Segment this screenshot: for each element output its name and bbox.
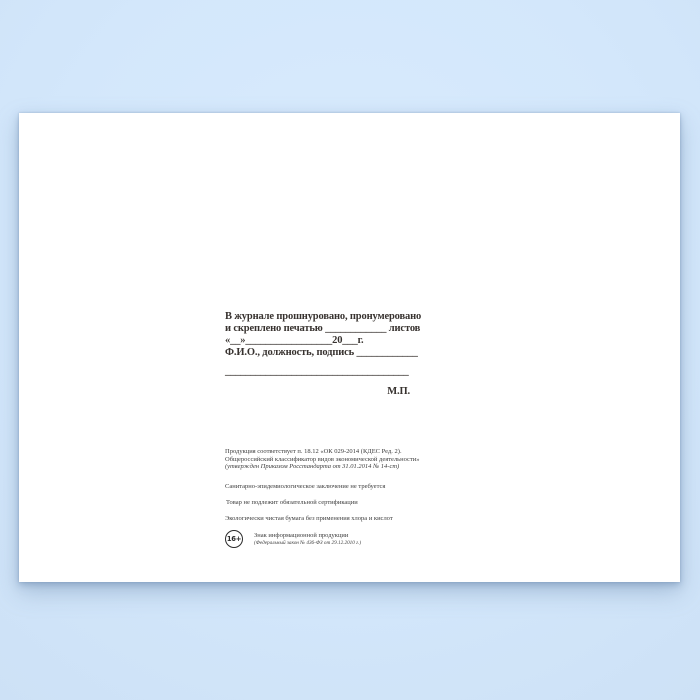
eco-paper-note: Экологически чистая бумага без применения хлора и кислот — [225, 515, 393, 522]
journal-back-cover-sheet — [19, 113, 680, 582]
okved-note-line2: Общероссийский классификатор видов экономической деятельности» — [225, 455, 420, 463]
okved-note-approval: (утвержден Приказом Росстандарта от 31.01.2014 № 14-ст) — [225, 463, 400, 470]
age-16-plus-badge-icon: 16+ — [225, 530, 243, 548]
okved-compliance-note — [225, 448, 420, 471]
information-product-label: Знак информационной продукции — [254, 532, 349, 539]
age-rating-text — [254, 532, 361, 546]
stamp-line-laced: В журнале прошнуровано, пронумеровано — [225, 311, 422, 322]
stamp-line-date: «__»_________________20___г. — [225, 335, 364, 346]
stamp-line-sealed-sheets: и скреплено печатью ____________ листов — [225, 323, 421, 334]
lacing-certification-block — [225, 311, 425, 398]
age-rating-block — [225, 530, 361, 548]
stamp-signature-rule: ____________________________________ — [225, 366, 409, 377]
stamp-seal-place-label: М.П. — [387, 386, 410, 397]
certification-note: Товар не подлежит обязательной сертификации — [226, 499, 358, 506]
federal-law-note: (Федеральный закон № 436-ФЗ от 29.12.2010 г.) — [254, 540, 362, 546]
stamp-line-name-position-signature: Ф.И.О., должность, подпись ____________ — [225, 347, 418, 358]
sanitary-conclusion-note: Санитарно-эпидемиологическое заключение не требуется — [225, 483, 386, 490]
okved-note-line1: Продукция соответствует п. 18.12 «ОК 029-2014 (КДЕС Ред. 2). — [225, 448, 402, 455]
